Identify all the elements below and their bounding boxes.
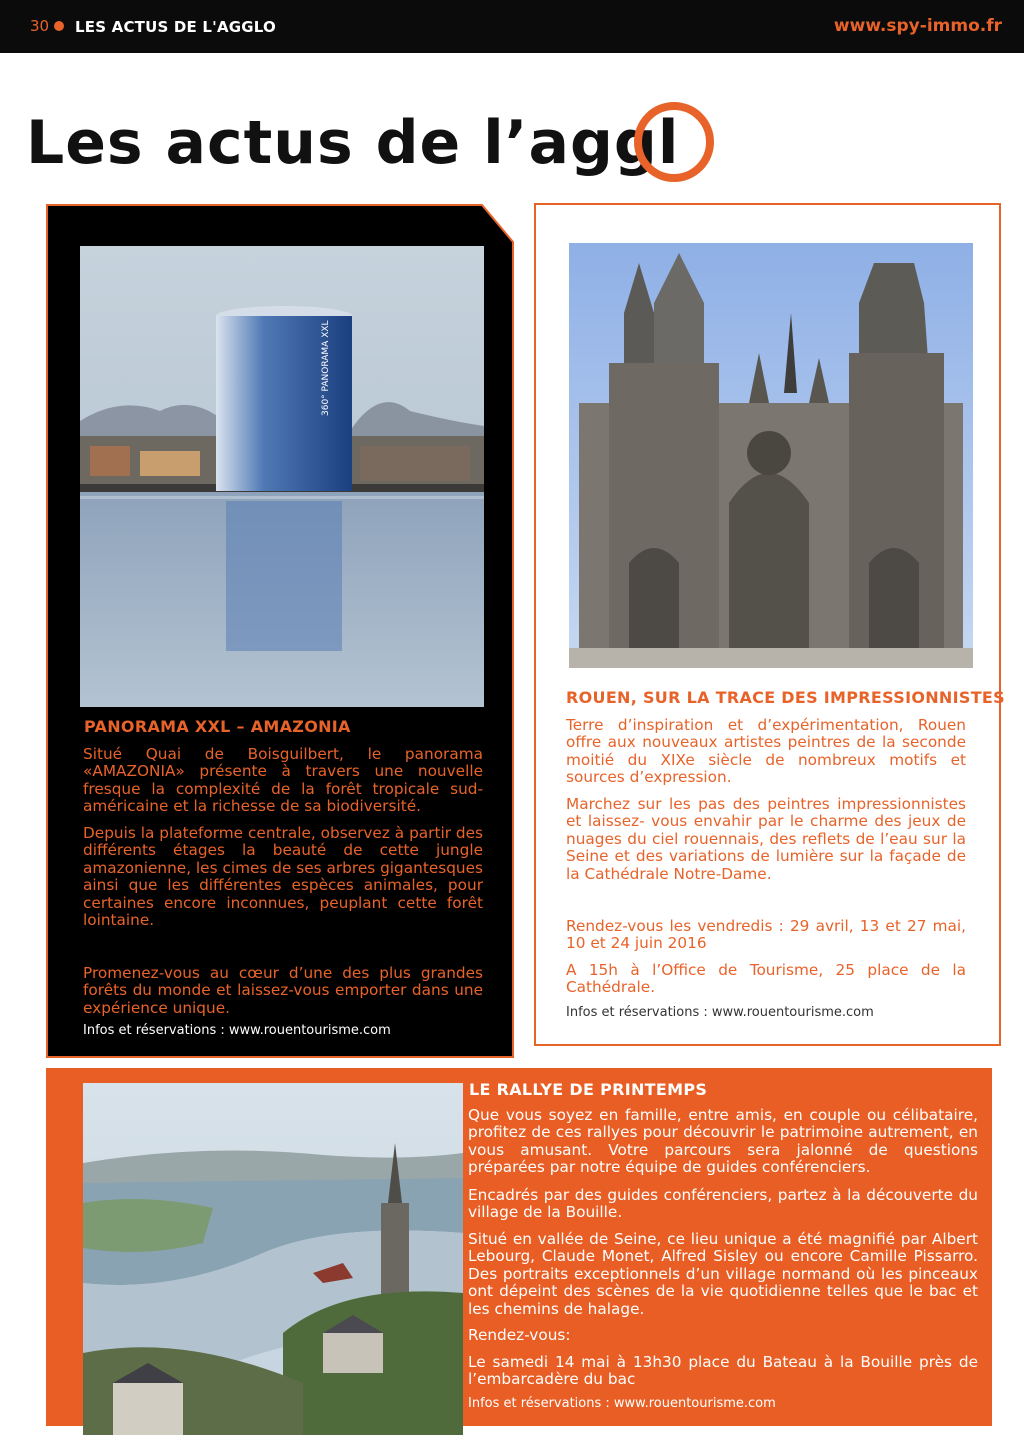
title-orange-o-logo (634, 102, 714, 182)
impressionnistes-dates: Rendez-vous les vendredis : 29 avril, 13 et 27 mai, 10 et 24 juin 2016 (566, 917, 966, 953)
rallye-paragraph-3: Situé en vallée de Seine, ce lieu unique a été magnifié par Albert Lebourg, Claude Monet, Alfred Sisley ou encore Camille Pissarro. Des portraits exceptionnels d’un village normand où les pinceaux ont dépeint des scènes de la vie quotidienne telles que le bac et les chemins de halage. (468, 1230, 978, 1318)
rallye-rendezvous-label: Rendez-vous: (468, 1326, 571, 1344)
rallye-heading: LE RALLYE DE PRINTEMPS (469, 1080, 708, 1099)
panorama-paragraph-2: Depuis la plateforme centrale, observez à partir des différents étages la beauté de cette jungle amazonienne, les cimes de ses arbres gigantesques ainsi que les différentes espèces animales, pour certaines encore inconnues, peuplant cette forêt lointaine. (83, 824, 483, 930)
tower-label: 360° PANORAMA XXL (321, 320, 331, 416)
rallye-info[interactable]: Infos et réservations : www.rouentourisme.com (468, 1396, 776, 1411)
cathedral-photo (569, 243, 973, 668)
panorama-paragraph-3: Promenez-vous au cœur d’une des plus grandes forêts du monde et laissez-vous emporter dans une expérience unique. (83, 964, 483, 1017)
impressionnistes-paragraph-1: Terre d’inspiration et d’expérimentation, Rouen offre aux nouveaux artistes peintres de la seconde moitié du XIXe siècle de nombreux motifs et sources d’expression. (566, 716, 966, 787)
panorama-info[interactable]: Infos et réservations : www.rouentourisme.com (83, 1023, 391, 1038)
impressionnistes-heading: ROUEN, SUR LA TRACE DES IMPRESSIONNISTES (566, 688, 1005, 707)
page-number: 30 (30, 17, 50, 35)
impressionnistes-paragraph-2: Marchez sur les pas des peintres impressionnistes et laissez- vous envahir par le charme des jeux de nuages du ciel rouennais, des reflets de l’eau sur la Seine et des variations de lumière sur la façade de la Cathédrale Notre-Dame. (566, 795, 966, 883)
bullet-dot-icon (54, 21, 64, 31)
rallye-paragraph-2: Encadrés par des guides conférenciers, partez à la découverte du village de la Bouille. (468, 1186, 978, 1222)
panorama-paragraph-1: Situé Quai de Boisguilbert, le panorama «AMAZONIA» présente à travers une nouvelle fresque la complexité de la forêt tropicale sud-américaine et la richesse de sa biodiversité. (83, 745, 483, 816)
top-bar (0, 0, 1024, 53)
impressionnistes-location: A 15h à l’Office de Tourisme, 25 place de la Cathédrale. (566, 961, 966, 997)
panorama-photo (80, 246, 484, 707)
seine-valley-photo (83, 1083, 463, 1435)
website-link[interactable]: www.spy-immo.fr (833, 16, 1002, 36)
rallye-paragraph-1: Que vous soyez en famille, entre amis, en couple ou célibataire, profitez de ces rallyes pour découvrir le patrimoine autrement, en vous amusant. Votre parcours sera jalonné de questions préparées par notre équipe de guides conférenciers. (468, 1106, 978, 1177)
section-label: LES ACTUS DE L'AGGLO (75, 18, 276, 36)
page-title: Les actus de l’aggl (26, 108, 680, 178)
rallye-date: Le samedi 14 mai à 13h30 place du Bateau à la Bouille près de l’embarcadère du bac (468, 1353, 978, 1389)
panorama-heading: PANORAMA XXL – AMAZONIA (84, 717, 351, 736)
impressionnistes-info[interactable]: Infos et réservations : www.rouentourisme.com (566, 1005, 874, 1020)
